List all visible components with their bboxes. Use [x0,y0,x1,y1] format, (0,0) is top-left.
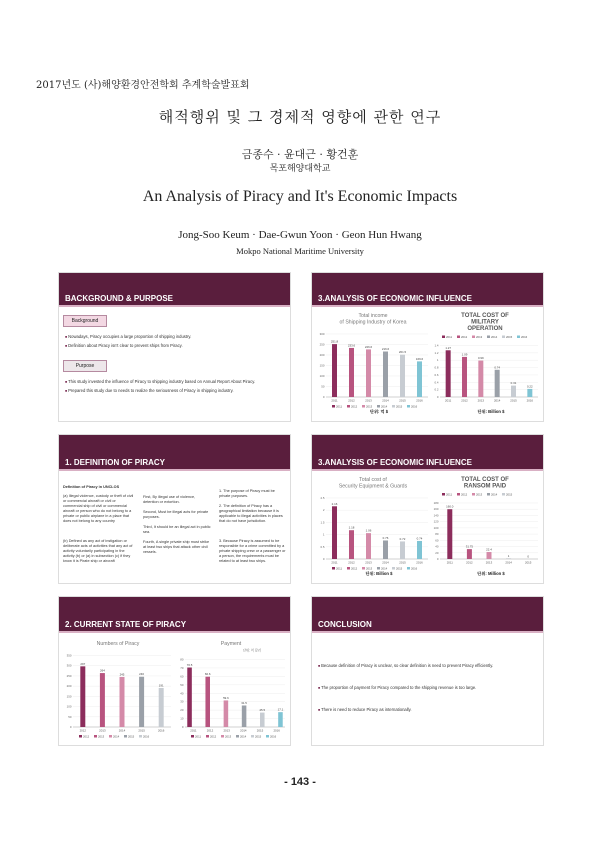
y-tick-label: 0 [322,395,325,399]
bar [159,688,164,727]
bar [511,386,516,397]
x-tick-label: 2014 [493,398,501,403]
legend-label: 2011 [195,734,202,739]
legend-label: 2015 [128,734,135,739]
chart-payment [173,637,289,743]
y-tick-label: 2.5 [320,496,325,500]
definition-right-1: 1. The purpose of Piracy must be private purposes. [219,489,275,499]
chart-ransom-paid [428,473,542,581]
chart-title-line: Total cost of [359,477,387,483]
bar-value-label: 22.4 [486,547,492,552]
y-tick-label: 180 [433,501,439,505]
chart-title-line: OPERATION [467,326,503,332]
y-tick-label: 200 [319,353,325,357]
y-tick-label: 1.5 [320,520,325,525]
bar-value-label: 0.74 [494,365,500,370]
bar-value-label: 2.16 [331,501,338,506]
y-tick-label: 100 [66,704,72,709]
conclusion-bullet-3: ■ There is need to reduce Piracy as internationally. [318,707,538,713]
definition-mid-4: Fourth, A single private ship must strike at least two ships that attack other civil vessels. [143,540,210,555]
y-tick-label: 50 [180,682,184,687]
legend-swatch [347,405,350,408]
legend-label: 2015 [396,566,403,571]
legend-label: 2014 [491,492,498,497]
legend-label: 2011 [446,492,453,497]
bar [242,705,247,727]
purpose-bullet-2: ■ Prepared this study due to needs to realize the seriousness of Piracy in shipping industry. [65,388,285,394]
chart-piracy-numbers [61,637,175,743]
bar-value-label: 60.6 [204,672,211,677]
y-tick-label: 300 [66,663,72,668]
y-tick-label: 0.8 [434,365,439,370]
chart-title [461,313,509,332]
legend-swatch [266,735,269,738]
y-tick-label: 0 [322,557,325,561]
legend-label: 2016 [411,404,418,409]
y-tick-label: 300 [319,332,325,336]
y-tick-label: 50 [321,384,325,389]
legend-swatch [472,336,475,339]
bar-value-label: 160.0 [446,504,454,509]
legend-label: 2016 [411,566,418,571]
bar-value-label: 233.6 [347,343,356,348]
bar [383,352,388,397]
paper-title-korean: 해적행위 및 그 경제적 영향에 관한 연구 [158,108,442,126]
chart-title-line: Security Equipment & Guards [338,483,408,490]
conference-name: 2017년도 (사)해양환경안전학회 추계학술발표회 [36,80,250,91]
chart-title-line: of Shipping Industry of Korea [339,319,407,326]
y-tick-label: 0 [69,725,72,729]
legend-swatch [206,735,209,738]
x-tick-label: 2011 [331,398,338,403]
y-tick-label: 20 [435,550,439,555]
slide-conclusion [311,596,544,746]
x-tick-label: 2014 [240,728,247,733]
y-tick-label: 0.4 [434,380,439,385]
legend-swatch [79,735,82,738]
x-tick-label: 2011 [331,560,338,565]
legend-swatch [517,336,520,339]
affiliation-english: Mokpo National Maritime University [236,246,364,256]
x-tick-label: 2014 [382,398,389,403]
chart-security-cost [314,473,432,581]
legend-swatch [347,567,350,570]
bar [349,530,354,559]
bar [446,350,451,397]
legend-swatch [332,405,335,408]
bar-value-label: 31.5 [241,700,247,705]
chart-title [340,313,407,326]
legend-swatch [221,735,224,738]
y-tick-label: 1.4 [434,343,439,348]
legend-label: 2016 [521,335,528,339]
legend-swatch [392,405,395,408]
legend-swatch [139,735,142,738]
x-tick-label: 2013 [365,560,372,565]
chart-title-line: Numbers of Piracy [96,641,140,647]
bar [383,540,388,559]
bar-value-label: 59.6 [223,695,229,700]
legend-label: 2014 [240,734,247,739]
background-bullet-2: ■ Definition about Piracy isn't clear to prevent ships from Piracy. [65,343,285,349]
legend-swatch [332,567,335,570]
legend-label: 2011 [336,566,343,571]
slide-economic-influence-2 [311,434,544,584]
chart-title-line: MILITARY [471,319,499,326]
bar-value-label: 31.75 [465,544,474,549]
legend-label: 2012 [461,492,468,497]
paper-title-english: An Analysis of Piracy and It's Economic Impacts [142,188,458,205]
bar-value-label: 0 [527,554,530,559]
slide-title: 1. DEFINITION OF PIRACY [65,458,166,467]
legend-label: 2014 [113,734,120,739]
slide-header [59,597,290,633]
bar-value-label: 201.5 [398,350,407,355]
legend-label: 2011 [446,335,453,339]
x-tick-label: 2012 [461,398,468,403]
chart-title-line: TOTAL COST OF [461,313,509,319]
bar-value-label: 1 [507,554,510,559]
authors-korean: 금종수 · 윤대근 · 황건훈 [241,148,359,161]
legend-swatch [362,405,365,408]
x-tick-label: 2012 [348,398,355,403]
slide-definition [58,434,291,584]
chart-title-line: Payment [220,641,242,647]
x-tick-label: 2011 [445,398,452,403]
x-tick-label: 2016 [416,560,423,565]
chart-title [461,477,509,490]
y-tick-label: 1 [322,532,325,537]
x-tick-label: 2015 [510,398,517,403]
x-tick-label: 2013 [99,728,106,733]
legend-label: 2013 [98,734,105,739]
legend-label: 2013 [366,404,373,409]
legend-swatch [191,735,194,738]
y-tick-label: 100 [319,374,325,378]
definition-mid-1: First, By illegal use of violence, detention or extortion. [143,495,196,505]
legend-swatch [407,567,410,570]
legend-swatch [457,336,460,339]
bar-value-label: 264 [99,668,105,673]
legend-label: 2015 [255,734,262,739]
x-tick-label: 2012 [466,560,473,565]
legend-label: 2012 [351,566,358,571]
bar-value-label: 0.22 [527,384,533,389]
slide-header [59,435,290,471]
legend-swatch [502,336,505,339]
bar-value-label: 0.74 [416,536,423,541]
y-tick-label: 60 [180,674,184,679]
background-tag: Background [63,315,107,327]
x-tick-label: 2012 [206,728,214,733]
bar-value-label: 1.09 [461,352,468,357]
unit-label: 단위: Billion $ [477,409,505,414]
bar [447,509,452,559]
bar [487,552,492,559]
x-tick-label: 2011 [190,728,197,733]
bar [349,348,354,397]
x-tick-label: 2016 [526,398,534,403]
y-tick-label: 0.5 [320,544,325,549]
y-tick-label: 350 [66,653,72,658]
x-tick-label: 2013 [485,560,493,565]
y-tick-label: 60 [435,538,439,543]
definition-left-head: Definition of Piracy in UNCLOS [63,485,120,489]
slide-economic-influence-1 [311,272,544,422]
legend-swatch [94,735,97,738]
bar-value-label: 1.18 [348,525,355,530]
bar [100,673,105,727]
bar-value-label: 25.5 [259,708,266,713]
legend-swatch [472,493,475,496]
conclusion-bullet-2: ■ The proportion of payment for Piracy compared to the shipping revenue is too large. [318,685,538,691]
slide-header [59,273,290,307]
y-tick-label: 70 [180,665,184,670]
bar-value-label: 1.27 [445,345,451,350]
legend-swatch [487,493,490,496]
y-tick-label: 40 [435,544,439,549]
bar [366,533,371,559]
chart-subtitle: 단위: 억 달러 [242,648,261,653]
slide-background [58,272,291,422]
slide-title: BACKGROUND & PURPOSE [65,294,174,303]
bar-value-label: 0.99 [478,356,484,361]
chart-title-line: RANSOM PAID [463,483,507,490]
bar [495,370,500,397]
bar-value-label: 0.72 [399,536,406,541]
definition-right-3: 3. Because Piracy is assumed to be responsible for a crime committed by a private shipping crew or a passenger or a person, the requirements must be related to at least two ships. [219,539,286,564]
y-tick-label: 80 [435,532,439,537]
x-tick-label: 2012 [79,728,87,733]
x-tick-label: 2015 [399,398,406,403]
y-tick-label: 120 [433,519,439,524]
chart-title [339,477,408,490]
background-bullet-1: ■ Nowadays, Piracy occupies a large proportion of shipping industry. [65,334,285,340]
bar [332,506,337,559]
legend-label: 2013 [476,492,483,497]
definition-mid-2: Second, Must be illegal acts for private purposes. [143,510,209,520]
unit-label: 단위: Billion $ [365,571,393,576]
legend-swatch [487,336,490,339]
legend-swatch [362,567,365,570]
bar-value-label: 246 [139,672,145,677]
bar [478,361,483,397]
legend-swatch [407,405,410,408]
x-tick-label: 2014 [382,560,389,565]
bar [366,349,371,397]
y-tick-label: 100 [433,525,439,530]
legend-swatch [251,735,254,738]
y-tick-label: 30 [180,699,184,704]
slide-title: CONCLUSION [318,620,372,629]
legend-swatch [442,336,445,339]
legend-label: 2011 [336,404,343,409]
bar [417,361,422,397]
bar-value-label: 216.6 [381,347,390,352]
legend-label: 2013 [476,335,483,339]
y-tick-label: 250 [66,673,72,678]
x-tick-label: 2016 [273,728,280,733]
y-tick-label: 160 [433,507,439,512]
chart-military-cost [428,309,542,419]
y-tick-label: 0 [181,725,184,729]
definition-left-a: (a) Illegal violence, custody or theft of civil or commercial aircraft or civil or commercial ship of civil or commercial aircraft or person who do not belong to a private or public airplane in a place that does not belong to any country [63,494,134,524]
legend-swatch [502,493,505,496]
bar-value-label: 226.6 [364,344,373,349]
legend-swatch [377,405,380,408]
bar-value-label: 17.1 [277,707,284,712]
x-tick-label: 2014 [505,560,512,565]
legend-label: 2015 [506,492,513,497]
bar-value-label: 70.5 [186,663,193,668]
unit-label: 단위: Million $ [477,571,505,576]
legend-label: 2016 [270,734,277,739]
bar [400,541,405,559]
legend-label: 2016 [143,734,150,739]
chart-title [221,641,242,647]
bar [260,713,265,727]
definition-left-b: (b) Defined as any act of instigation or deliberate acts of activities that any act of activity voluntarily participating in the activity (b) or (a) in subsection (c) if they know it is Pirate ship or aircraft [63,539,133,564]
bar [187,668,192,727]
legend-label: 2013 [366,566,373,571]
bar [527,389,532,397]
bar [400,355,405,397]
legend-swatch [392,567,395,570]
y-tick-label: 80 [180,657,184,662]
y-tick-label: 1 [436,358,439,363]
bar [205,677,210,727]
legend-swatch [377,567,380,570]
y-tick-label: 0 [436,395,439,399]
legend-label: 2014 [491,335,498,339]
x-tick-label: 2016 [416,398,423,403]
bar-value-label: 0.76 [382,535,389,540]
y-tick-label: 40 [180,691,184,696]
y-tick-label: 0.2 [434,387,439,392]
y-tick-label: 20 [180,708,184,713]
legend-label: 2012 [210,734,217,739]
x-tick-label: 2014 [118,728,126,733]
y-tick-label: 250 [319,342,325,347]
bar [417,541,422,559]
chart-title-line: TOTAL COST OF [461,477,509,483]
y-tick-label: 150 [319,363,325,368]
definition-right-2: 2. The definition of Piracy has a geographical limitation because it is applicable to illegal activities in places that do not have jurisdiction. [219,504,283,524]
legend-label: 2015 [396,404,403,409]
purpose-tag: Purpose [63,360,107,372]
affiliation-korean: 목포해양대학교 [269,164,331,174]
y-tick-label: 0 [436,557,439,561]
legend-label: 2013 [225,734,232,739]
y-tick-label: 140 [433,513,439,518]
conclusion-bullet-1: ■ Because definition of Piracy is unclear, so clear definition is need to prevent Piracy efficiently. [318,663,538,669]
x-tick-label: 2015 [256,728,264,733]
definition-mid-3: Third, It should be an illegal act in public sea. [143,525,211,535]
slide-header [312,273,543,307]
y-tick-label: 50 [68,714,72,719]
bar-value-label: 251.8 [330,339,339,344]
y-tick-label: 2 [322,508,325,513]
legend-label: 2014 [381,566,388,571]
bar-value-label: 1.06 [365,528,372,533]
legend-label: 2014 [381,404,388,409]
purpose-bullet-1: ■ This study invested the influence of Piracy to shipping industry based on Annual Report About Piracy. [65,379,285,385]
slide-current-state [58,596,291,746]
slide-title: 2. CURRENT STATE OF PIRACY [65,620,187,629]
slide-title: 3.ANALYSIS OF ECONOMIC INFLUENCE [318,458,472,467]
x-tick-label: 2015 [524,560,532,565]
x-tick-label: 2016 [157,728,165,733]
legend-label: 2015 [506,335,513,339]
x-tick-label: 2015 [138,728,145,733]
x-tick-label: 2011 [446,560,453,565]
x-tick-label: 2013 [365,398,372,403]
legend-swatch [236,735,239,738]
bar [278,712,283,727]
x-tick-label: 2015 [399,560,406,565]
x-tick-label: 2013 [477,398,485,403]
legend-swatch [457,493,460,496]
x-tick-label: 2012 [348,560,355,565]
bar-value-label: 191 [158,683,164,688]
y-tick-label: 1.2 [434,350,439,355]
bar-value-label: 297 [80,661,86,666]
y-tick-label: 10 [180,716,184,721]
bar [80,666,85,727]
bar [120,677,125,727]
slide-header [312,435,543,471]
unit-label: 단위: 억 $ [369,409,389,414]
bar-value-label: 245 [119,672,125,677]
bar [224,700,229,727]
legend-swatch [109,735,112,738]
y-tick-label: 150 [66,694,72,699]
legend-label: 2012 [83,734,90,739]
y-tick-label: 200 [66,684,72,689]
bar [467,549,472,559]
legend-swatch [124,735,127,738]
legend-swatch [442,493,445,496]
x-tick-label: 2013 [223,728,230,733]
slide-title: 3.ANALYSIS OF ECONOMIC INFLUENCE [318,294,472,303]
bar [139,677,144,727]
chart-title-line: Total income [358,313,388,319]
authors-english: Jong-Soo Keum · Dae-Gwun Yoon · Geon Hun Hwang [178,229,422,241]
page-number: - 143 - [284,776,316,788]
slide-header [312,597,543,633]
legend-label: 2012 [461,335,468,339]
bar [332,344,337,397]
bar-value-label: 0.31 [510,381,517,386]
bar-value-label: 169.6 [415,356,424,361]
chart-title [97,641,140,647]
chart-shipping-income [314,309,432,419]
y-tick-label: 0.6 [434,372,439,377]
bar [462,357,467,397]
legend-label: 2012 [351,404,358,409]
